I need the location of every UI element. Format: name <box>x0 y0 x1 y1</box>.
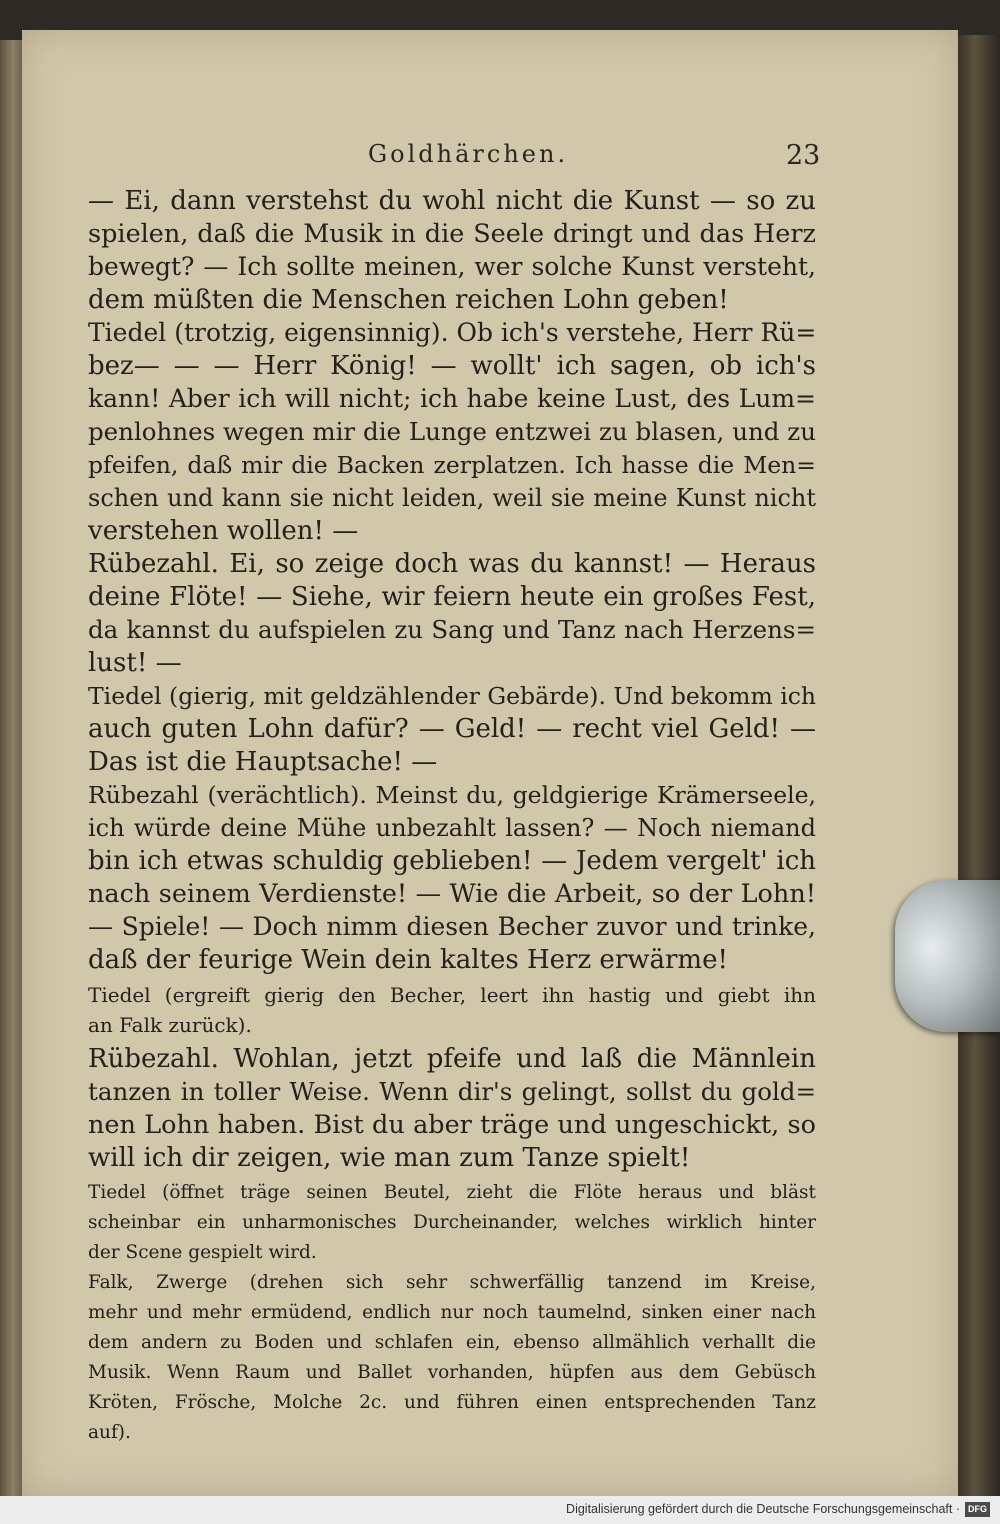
text-line: bewegt? — Ich sollte meinen, wer solche Kunst versteht, <box>88 252 816 281</box>
text-line: deine Flöte! — Siehe, wir feiern heute ein großes Fest, <box>88 582 816 612</box>
footer-bar <box>0 1496 1000 1524</box>
running-head: Goldhärchen. <box>368 140 569 168</box>
text-line: nen Lohn haben. Bist du aber träge und ungeschickt, so <box>88 1110 816 1140</box>
page-number: 23 <box>786 140 821 171</box>
text-line: mehr und mehr ermüdend, endlich nur noch taumelnd, sinken einer nach <box>88 1302 816 1323</box>
text-line: — Ei, dann verstehst du wohl nicht die Kunst — so zu <box>88 186 816 216</box>
text-line: schen und kann sie nicht leiden, weil sie meine Kunst nicht <box>88 484 816 512</box>
text-line: auch guten Lohn dafür? — Geld! — recht viel Geld! — <box>88 714 816 744</box>
text-line: Das ist die Hauptsache! — <box>88 747 438 777</box>
text-line: nach seinem Verdienste! — Wie die Arbeit, so der Lohn! <box>88 879 816 909</box>
funding-credit: Digitalisierung gefördert durch die Deutsche Forschungsgemeinschaft · <box>566 1502 960 1516</box>
dfg-logo: DFG <box>965 1502 990 1517</box>
text-line: lust! — <box>88 648 182 678</box>
text-line: will ich dir zeigen, wie man zum Tanze spielt! <box>88 1143 691 1173</box>
text-line: Musik. Wenn Raum und Ballet vorhanden, hüpfen aus dem Gebüsch <box>88 1362 816 1383</box>
previous-page-edge <box>0 40 22 1496</box>
text-line: kann! Aber ich will nicht; ich habe keine Lust, des Lum= <box>88 384 816 413</box>
text-line: Rübezahl. Wohlan, jetzt pfeife und laß die Männlein <box>88 1044 816 1074</box>
text-line: Falk, Zwerge (drehen sich sehr schwerfällig tanzend im Kreise, <box>88 1272 816 1293</box>
text-line: bin ich etwas schuldig geblieben! — Jedem vergelt' ich <box>88 846 816 876</box>
text-line: da kannst du aufspielen zu Sang und Tanz nach Herzens= <box>88 615 816 644</box>
text-line: dem müßten die Menschen reichen Lohn geben! <box>88 285 729 315</box>
text-line: spielen, daß die Musik in die Seele dringt und das Herz <box>88 219 816 249</box>
text-line: Tiedel (ergreift gierig den Becher, leert ihn hastig und giebt ihn <box>88 983 816 1007</box>
text-line: Kröten, Frösche, Molche 2c. und führen einen entsprechenden Tanz <box>88 1392 816 1413</box>
text-line: — Spiele! — Doch nimm diesen Becher zuvor und trinke, <box>88 912 816 941</box>
text-line: scheinbar ein unharmonisches Durcheinander, welches wirklich hinter <box>88 1212 816 1233</box>
book-edge <box>958 35 1000 1496</box>
text-line: ich würde deine Mühe unbezahlt lassen? — Noch niemand <box>88 814 816 842</box>
text-line: Rübezahl. Ei, so zeige doch was du kannst! — Heraus <box>88 549 816 579</box>
text-line: tanzen in toller Weise. Wenn dir's gelingt, sollst du gold= <box>88 1077 816 1106</box>
text-line: Tiedel (trotzig, eigensinnig). Ob ich's verstehe, Herr Rü= <box>88 318 816 347</box>
text-line: der Scene gespielt wird. <box>88 1242 317 1263</box>
text-line: bez— — — Herr König! — wollt' ich sagen, ob ich's <box>88 351 816 381</box>
text-line: Tiedel (gierig, mit geldzählender Gebärde). Und bekomm ich <box>88 682 816 710</box>
text-line: penlohnes wegen mir die Lunge entzwei zu blasen, und zu <box>88 417 816 446</box>
text-line: dem andern zu Boden und schlafen ein, ebenso allmählich verhallt die <box>88 1332 816 1353</box>
text-line: an Falk zurück). <box>88 1013 252 1037</box>
text-line: verstehen wollen! — <box>88 516 359 546</box>
page-clip <box>895 880 1000 1032</box>
text-line: auf). <box>88 1422 131 1443</box>
text-line: Rübezahl (verächtlich). Meinst du, geldgierige Krämerseele, <box>88 781 816 809</box>
text-line: Tiedel (öffnet träge seinen Beutel, zieht die Flöte heraus und bläst <box>88 1182 816 1203</box>
text-line: daß der feurige Wein dein kaltes Herz erwärme! <box>88 945 728 975</box>
text-line: pfeifen, daß mir die Backen zerplatzen. Ich hasse die Men= <box>88 451 816 479</box>
